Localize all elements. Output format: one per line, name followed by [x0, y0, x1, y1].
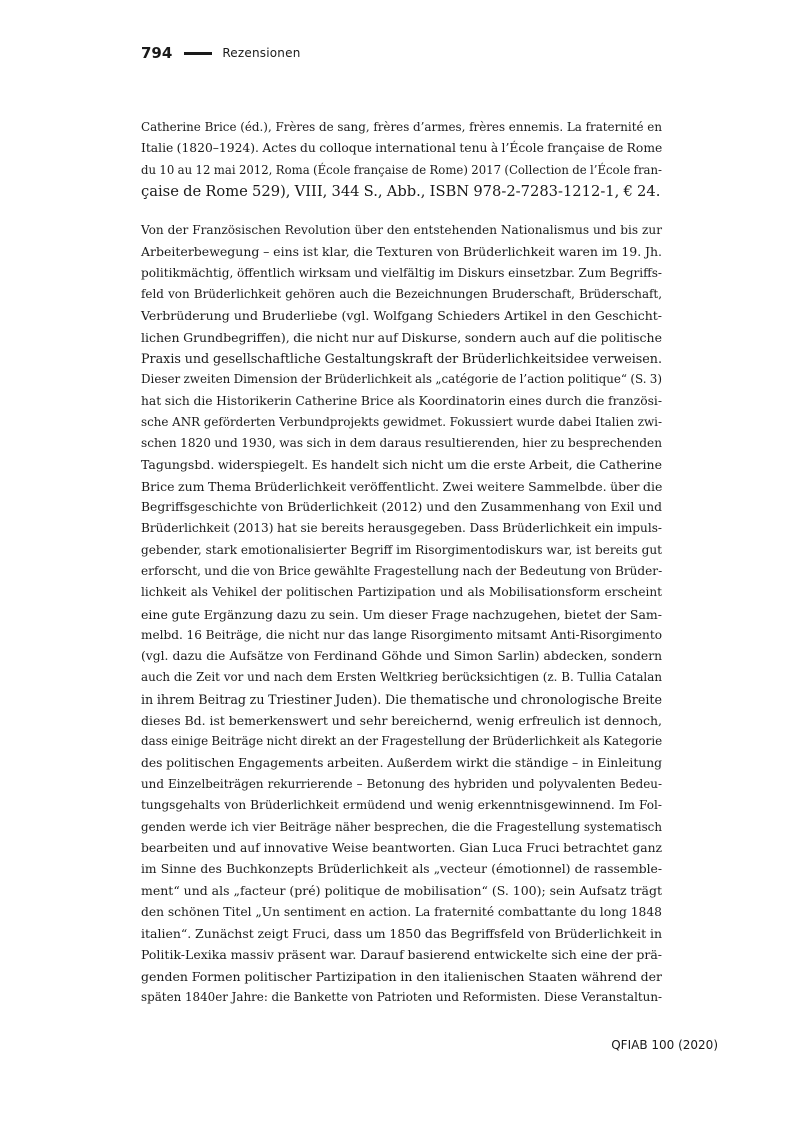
body-line: Arbeiterbewegung – eins ist klar, die Texturen von Brüderlichkeit waren im 19. Jh. — [141, 244, 662, 260]
body-line: dieses Bd. ist bemerkenswert und sehr bereichernd, wenig erfreulich ist dennoch, — [141, 713, 662, 729]
section-title: Rezensionen — [222, 46, 301, 60]
body-line: Verbrüderung und Bruderliebe (vgl. Wolfgang Schieders Artikel in den Geschicht- — [141, 308, 662, 324]
body-line: auch die Zeit vor und nach dem Ersten Weltkrieg berücksichtigen (z. B. Tullia Catalan — [141, 670, 662, 685]
body-line: gebender, stark emotionalisierter Begriff im Risorgimentodiskurs war, ist bereits gut — [141, 542, 662, 557]
body-line: erforscht, und die von Brice gewählte Fragestellung nach der Bedeutung von Brüder- — [141, 563, 663, 578]
review-body — [141, 220, 662, 1008]
body-line: lichen Grundbegriffen), die nicht nur auf Diskurse, sondern auch auf die politische — [141, 329, 662, 345]
citation-line: du 10 au 12 mai 2012, Roma (École française de Rome) 2017 (Collection de l’École fran- — [141, 162, 662, 177]
bibliographic-citation — [141, 117, 662, 202]
body-line: Politik-Lexika massiv präsent war. Darauf basierend entwickelte sich eine der prä- — [141, 947, 662, 963]
body-line: italien“. Zunächst zeigt Fruci, dass um 1850 das Begriffsfeld von Brüderlichkeit in — [141, 925, 662, 941]
body-line: späten 1840er Jahre: die Bankette von Patrioten und Reformisten. Diese Veranstaltun- — [141, 989, 662, 1004]
body-line: und Einzelbeiträgen rekurrierende – Betonung des hybriden und polyvalenten Bedeu- — [141, 776, 662, 791]
body-line: in ihrem Beitrag zu Triestiner Juden). Die thematische und chronologische Breite — [141, 691, 662, 707]
body-line: sche ANR geförderten Verbundprojekts gewidmet. Fokussiert wurde dabei Italien zwi- — [141, 414, 662, 429]
body-line: eine gute Ergänzung dazu zu sein. Um dieser Frage nachzugehen, bietet der Sam- — [141, 606, 662, 622]
body-line: feld von Brüderlichkeit gehören auch die Bezeichnungen Bruderschaft, Brüderschaft, — [141, 287, 662, 302]
body-line: Praxis und gesellschaftliche Gestaltungskraft der Brüderlichkeitsidee verweisen. — [141, 350, 662, 366]
body-line: Begriffsgeschichte von Brüderlichkeit (2012) und den Zusammenhang von Exil und — [141, 500, 662, 515]
review-text — [141, 117, 662, 1008]
header-rule — [184, 52, 212, 55]
body-line: ment“ und als „facteur (pré) politique de mobilisation“ (S. 100); sein Aufsatz trägt — [141, 883, 662, 899]
body-line: politikmächtig, öffentlich wirksam und vielfältig im Diskurs einsetzbar. Zum Begriffs- — [141, 265, 662, 280]
body-line: dass einige Beiträge nicht direkt an der Fragestellung der Brüderlichkeit als Kategorie — [141, 734, 663, 749]
running-head — [141, 44, 301, 62]
page-number: 794 — [141, 44, 173, 62]
paragraph-gap — [141, 202, 662, 220]
body-line: (vgl. dazu die Aufsätze von Ferdinand Göhde und Simon Sarlin) abdecken, sondern — [141, 649, 662, 664]
body-line: Von der Französischen Revolution über den entstehenden Nationalismus und bis zur — [141, 223, 662, 238]
body-line: des politischen Engagements arbeiten. Außerdem wirkt die ständige – in Einleitung — [141, 755, 662, 770]
body-line: den schönen Titel „Un sentiment en action. La fraternité combattante du long 1848 — [141, 904, 662, 919]
citation-line: Catherine Brice (éd.), Frères de sang, frères d’armes, frères ennemis. La fraternité en — [141, 120, 662, 134]
journal-footer: QFIAB 100 (2020) — [611, 1038, 718, 1052]
body-line: melbd. 16 Beiträge, die nicht nur das lange Risorgimento mitsamt Anti-Risorgimento — [141, 627, 662, 642]
body-line: Brice zum Thema Brüderlichkeit veröffentlicht. Zwei weitere Sammelbde. über die — [141, 478, 663, 494]
body-line: hat sich die Historikerin Catherine Brice als Koordinatorin eines durch die französi- — [141, 393, 662, 408]
body-line: lichkeit als Vehikel der politischen Partizipation und als Mobilisationsform erscheint — [141, 585, 662, 600]
body-line: genden werde ich vier Beiträge näher besprechen, die die Fragestellung systematisch — [141, 819, 662, 834]
body-line: genden Formen politischer Partizipation in den italienischen Staaten während der — [141, 968, 662, 984]
body-line: im Sinne des Buchkonzepts Brüderlichkeit als „vecteur (émotionnel) de rassemble- — [141, 862, 662, 877]
body-line: schen 1820 und 1930, was sich in dem daraus resultierenden, hier zu besprechenden — [141, 436, 662, 451]
citation-line: çaise de Rome 529), VIII, 344 S., Abb., ISBN 978-2-7283-1212-1, € 24. — [141, 182, 661, 200]
citation-line: Italie (1820–1924). Actes du colloque international tenu à l’École française de Rome — [141, 141, 663, 156]
body-line: Dieser zweiten Dimension der Brüderlichkeit als „catégorie de l’action politique“ (S. 3) — [141, 372, 662, 387]
body-line: bearbeiten und auf innovative Weise beantworten. Gian Luca Fruci betrachtet ganz — [141, 840, 662, 855]
body-line: Brüderlichkeit (2013) hat sie bereits herausgegeben. Dass Brüderlichkeit ein impuls- — [141, 521, 662, 536]
body-line: tungsgehalts von Brüderlichkeit ermüdend und wenig erkenntnisgewinnend. Im Fol- — [141, 798, 662, 813]
body-line: Tagungsbd. widerspiegelt. Es handelt sich nicht um die erste Arbeit, die Catherine — [141, 457, 662, 473]
